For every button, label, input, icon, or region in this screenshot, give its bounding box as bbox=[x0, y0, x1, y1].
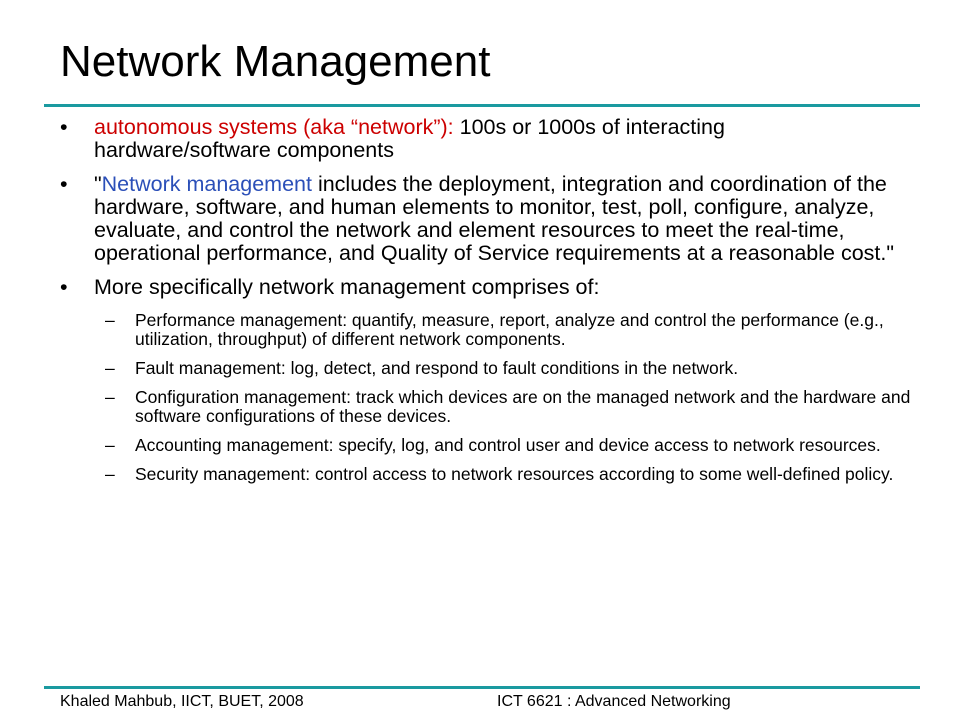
management-areas-list bbox=[0, 311, 960, 484]
bullet-text: More specifically network management comprises of: bbox=[94, 275, 600, 299]
sub-item-text: Accounting management: specify, log, and control user and device access to network resources. bbox=[135, 435, 881, 455]
bullet-mark: • bbox=[60, 275, 68, 299]
dash-mark: – bbox=[105, 358, 115, 378]
sub-item-security bbox=[105, 464, 915, 484]
highlight-network-management: Network management bbox=[101, 172, 312, 196]
sub-item-text: Security management: control access to network resources according to some well-defined policy. bbox=[135, 464, 894, 484]
bullet-mark: • bbox=[60, 172, 68, 196]
dash-mark: – bbox=[105, 464, 115, 484]
sub-item-configuration bbox=[105, 387, 915, 426]
highlight-autonomous-systems: autonomous systems (aka “network”): bbox=[94, 115, 454, 139]
dash-mark: – bbox=[105, 310, 115, 330]
footer-author: Khaled Mahbub, IICT, BUET, 2008 bbox=[60, 693, 304, 710]
slide-title: Network Management bbox=[60, 37, 491, 86]
title-divider bbox=[44, 104, 920, 107]
sub-item-text: Fault management: log, detect, and respond to fault conditions in the network. bbox=[135, 358, 739, 378]
bullet-network-management-definition bbox=[60, 172, 902, 265]
bullet-text: 100s or 1000s of interacting hardware/software components bbox=[94, 115, 725, 162]
dash-mark: – bbox=[105, 435, 115, 455]
footer-course: ICT 6621 : Advanced Networking bbox=[497, 693, 731, 710]
footer-divider bbox=[44, 686, 920, 689]
bullet-autonomous-systems bbox=[60, 115, 902, 162]
sub-item-text: Configuration management: track which devices are on the managed network and the hardware and software configurations of these devices. bbox=[135, 387, 911, 426]
sub-item-performance bbox=[105, 310, 915, 349]
bullet-comprises-of bbox=[60, 275, 902, 299]
open-quote: " bbox=[94, 172, 102, 196]
sub-item-accounting bbox=[105, 435, 915, 455]
slide-content bbox=[0, 116, 960, 494]
dash-mark: – bbox=[105, 387, 115, 407]
bullet-text: includes the deployment, integration and coordination of the hardware, software, and human elements to monitor, test, poll, configure, analyze, evaluate, and control the network and element resources to meet the real-time, operational performance, and Quality of Service requirements at a reasonable cost." bbox=[94, 172, 894, 265]
sub-item-fault bbox=[105, 358, 915, 378]
sub-item-text: Performance management: quantify, measure, report, analyze and control the performance (e.g., utilization, throughput) of different network components. bbox=[135, 310, 884, 349]
bullet-mark: • bbox=[60, 115, 68, 139]
